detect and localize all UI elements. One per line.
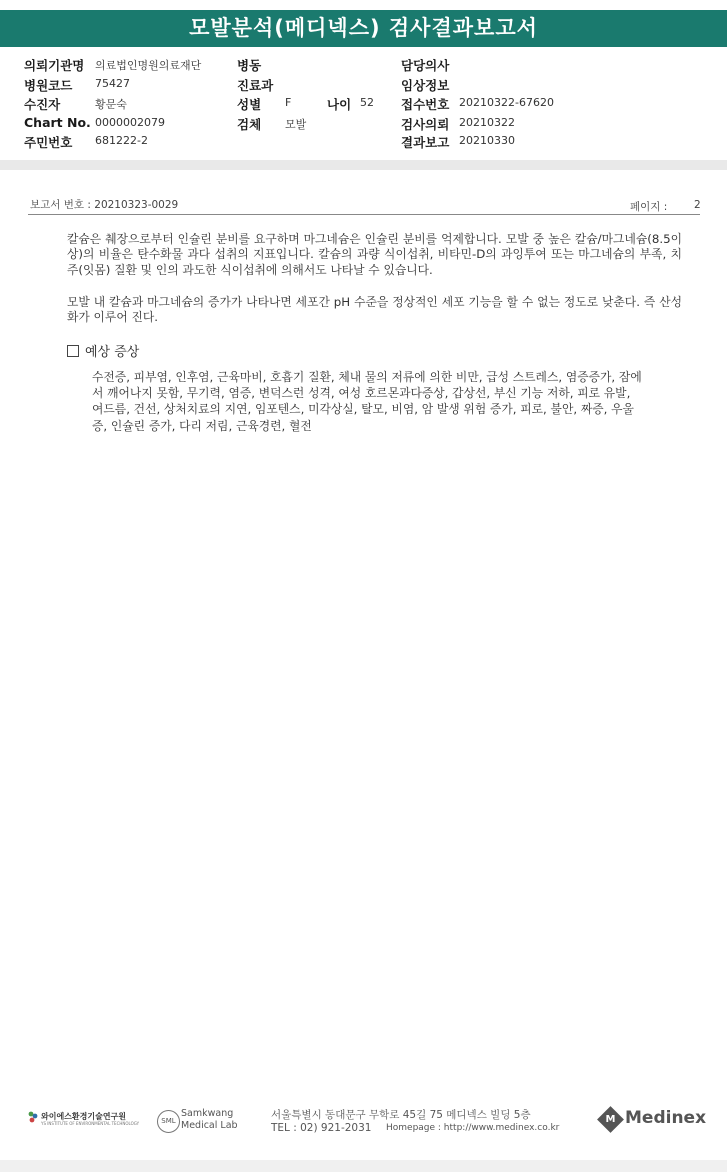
chart-no-value: 0000002079	[95, 116, 165, 129]
chart-no-label: Chart No.	[24, 115, 91, 130]
patient-info-header	[0, 52, 727, 157]
body-paragraph-1: 칼슘은 췌장으로부터 인슐린 분비를 요구하며 마그네슘은 인슐린 분비를 억제합니다. 모발 중 높은 칼슘/마그네슘(8.5이상)의 비율은 탄수화물 과다 섭취의 지표입니다. 칼슘의 과량 식이섭취, 비타민-D의 과잉투여 또는 마그네슘의 부족, 치주(잇몸) 질환 및 인의 과도한 식이섭취에 의해서도 나타날 수 있습니다.	[67, 232, 682, 277]
request-date-value: 20210322	[459, 116, 515, 129]
specimen-label: 검체	[237, 117, 262, 132]
body-paragraph-2: 모발 내 칼슘과 마그네슘의 증가가 나타나면 세포간 pH 수준을 정상적인 세포 기능을 할 수 없는 정도로 낮춘다. 즉 산성화가 이루어 진다.	[67, 295, 682, 325]
company-homepage: Homepage : http://www.medinex.co.kr	[386, 1123, 560, 1133]
samkwang-name-line2: Medical Lab	[181, 1120, 238, 1131]
age-label: 나이	[327, 97, 352, 112]
bottom-band	[0, 1160, 727, 1172]
sex-value: F	[285, 96, 292, 109]
ys-institute-subname: YS INSTITUTE OF ENVIRONMENTAL TECHNOLOGY	[41, 1121, 140, 1126]
hospital-value: 의료법인명원의료재단	[95, 59, 202, 72]
sex-label: 성별	[237, 97, 262, 112]
ys-leaf-icon	[28, 1111, 38, 1123]
report-date-label: 결과보고	[401, 135, 450, 150]
specimen-value: 모발	[285, 118, 307, 131]
symptoms-list: 수전증, 피부염, 인후염, 근육마비, 호흡기 질환, 체내 물의 저류에 의한 비만, 급성 스트레스, 염증증가, 잠에서 깨어나지 못함, 무기력, 염증, 변덕스런 성격, 여성 호르몬과다증상, 갑상선, 부신 기능 저하, 피로 유발, 여드름, 건선, 상처치료의 지연, 임포텐스, 미각상실, 탈모, 비염, 암 발생 위험 증가, 피로, 불안, 짜증, 우울증, 인슐린 증가, 다리 저림, 근육경련, 혈전	[92, 370, 642, 433]
page-value: 2	[694, 199, 701, 211]
receipt-no-label: 접수번호	[401, 97, 450, 112]
medinex-mark: M	[605, 1114, 616, 1125]
report-date-value: 20210330	[459, 134, 515, 147]
hospital-code-label: 병원코드	[24, 78, 73, 93]
doctor-label: 담당의사	[401, 58, 450, 73]
clinical-info-label: 임상정보	[401, 78, 450, 93]
checkbox-icon	[67, 345, 79, 357]
page-label: 페이지 :	[630, 201, 668, 213]
receipt-no-value: 20210322-67620	[459, 96, 554, 109]
report-footer	[0, 1100, 727, 1150]
hospital-label: 의뢰기관명	[24, 58, 85, 73]
resident-id-value: 681222-2	[95, 134, 148, 147]
company-tel: TEL : 02) 921-2031	[271, 1122, 372, 1134]
samkwang-name-line1: Samkwang	[181, 1108, 234, 1119]
patient-label: 수진자	[24, 97, 61, 112]
section-divider-band	[0, 160, 727, 170]
medinex-brand: Medinex	[625, 1108, 707, 1128]
report-header-rule	[28, 214, 700, 215]
hospital-code-value: 75427	[95, 77, 130, 90]
sml-mark-icon: SML	[157, 1110, 180, 1133]
age-value: 52	[360, 96, 374, 109]
resident-id-label: 주민번호	[24, 135, 73, 150]
report-number: 보고서 번호 : 20210323-0029	[30, 199, 179, 211]
department-label: 진료과	[237, 78, 274, 93]
request-date-label: 검사의뢰	[401, 117, 450, 132]
patient-value: 황문숙	[95, 98, 127, 111]
company-address: 서울특별시 동대문구 무학로 45길 75 메디넥스 빌딩 5층	[271, 1109, 531, 1121]
section-title-text: 예상 증상	[85, 345, 140, 360]
report-title: 모발분석(메디넥스) 검사결과보고서	[0, 10, 727, 47]
expected-symptoms-heading	[67, 341, 139, 360]
page-indicator	[630, 199, 701, 214]
ward-label: 병동	[237, 58, 262, 73]
ys-institute-name: 와이에스환경기술연구원	[41, 1112, 127, 1121]
